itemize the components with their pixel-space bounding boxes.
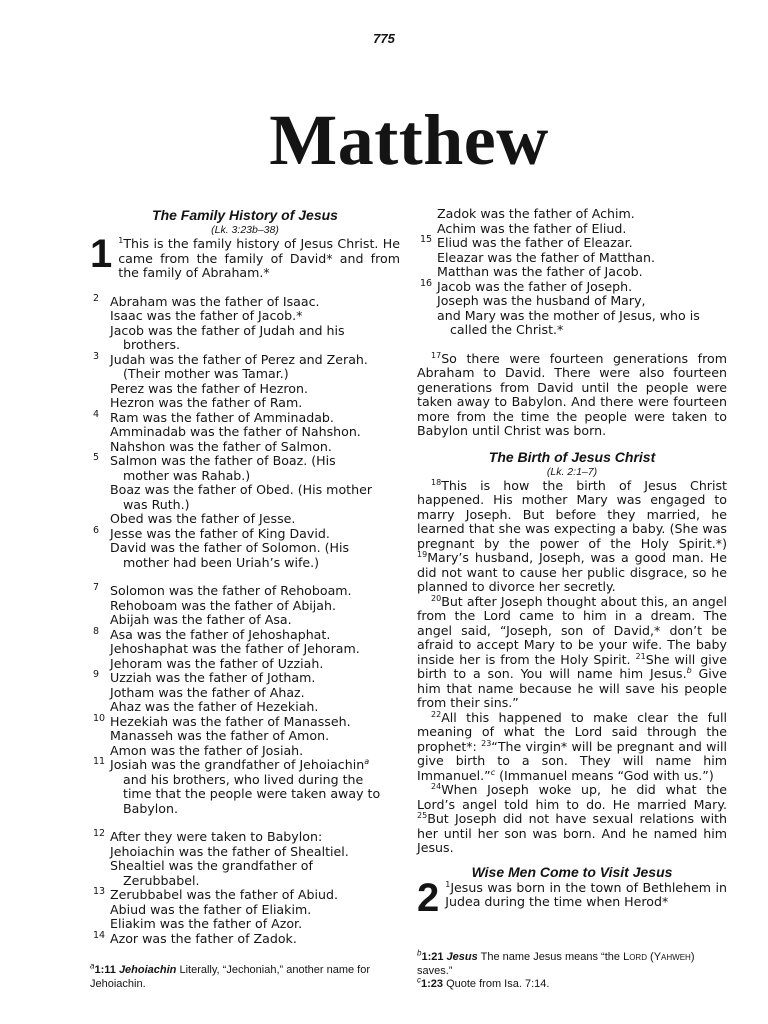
line-text: Abiud was the father of Eliakim. <box>110 901 312 917</box>
genealogy-line <box>110 338 400 353</box>
genealogy-line <box>437 265 727 280</box>
verse-number: 2 <box>93 292 100 304</box>
footnote-letter: c <box>417 975 421 985</box>
verse-number: 25 <box>417 810 428 820</box>
line-text: Zerubbabel was the father of Abiud. <box>110 887 338 902</box>
verse-number: 13 <box>93 886 106 897</box>
genealogy-line <box>110 671 400 686</box>
verse-text: This is how the birth of Jesus Christ happened. His mother Mary was engaged to marry Joseph. But before they married, he learned that she was expecting a baby. (She was pregnant by the power of the Holy Spirit.*) <box>417 477 727 551</box>
verse-number: 6 <box>93 524 100 536</box>
verse-18-paragraph <box>417 479 727 595</box>
genealogy-line <box>110 295 400 310</box>
genealogy-verse <box>90 524 400 571</box>
verse-text: Give him that name because he will save his people from their sins.” <box>417 666 728 710</box>
genealogy-line <box>110 744 400 759</box>
footnote-b <box>417 948 727 978</box>
line-text: Rehoboam was the father of Abijah. <box>110 597 337 613</box>
genealogy-line <box>110 396 400 411</box>
cross-reference: (Lk. 2:1–7) <box>546 465 598 478</box>
line-text: Matthan was the father of Jacob. <box>437 264 643 279</box>
genealogy-line <box>110 830 400 845</box>
genealogy-verse <box>417 277 727 338</box>
footnote-text: ( <box>646 951 654 963</box>
genealogy-line <box>110 773 400 788</box>
genealogy-line <box>110 802 400 817</box>
genealogy-line <box>110 917 400 932</box>
genealogy-verse <box>90 625 400 672</box>
genealogy-line <box>110 309 400 324</box>
footnote-text: Lord <box>623 951 647 963</box>
line-text: Obed was the father of Jesse. <box>110 511 296 526</box>
footnote-text: Quote from Isa. 7:14. <box>443 978 550 990</box>
genealogy-line <box>110 628 400 643</box>
line-text: David was the father of Solomon. (His <box>110 540 350 555</box>
verse-number: 1 <box>445 879 451 889</box>
book-title: Matthew <box>269 100 549 180</box>
line-text: Eliud was the father of Eleazar. <box>437 235 633 250</box>
line-text: Amminadab was the father of Nahshon. <box>110 424 361 439</box>
genealogy-line <box>110 729 400 744</box>
verse-number: 24 <box>431 781 442 791</box>
line-text: Solomon was the father of Rehoboam. <box>110 583 352 598</box>
footnote-ref: 1:23 <box>421 978 444 990</box>
line-text: and his brothers, who lived during the <box>123 771 364 787</box>
verse-number: 18 <box>431 477 442 487</box>
verse-number: 21 <box>635 651 646 661</box>
verse-number: 1 <box>118 235 124 245</box>
verse-number: 11 <box>93 756 106 767</box>
genealogy-verse <box>90 350 400 411</box>
verse-number: 22 <box>431 709 442 719</box>
line-text: Jehoiachin was the father of Shealtiel. <box>110 843 349 859</box>
genealogy-verse <box>90 758 400 816</box>
footnote-text: ) saves.” <box>417 951 695 977</box>
right-column <box>417 206 728 920</box>
verse-number: 19 <box>417 549 428 559</box>
genealogy-verse <box>417 236 727 280</box>
footnote-term: Jesus <box>446 951 478 963</box>
genealogy-line <box>110 599 400 614</box>
line-text: Salmon was the father of Boaz. (His <box>110 453 336 468</box>
line-text: Asa was the father of Jehoshaphat. <box>110 626 331 642</box>
line-text: Josiah was the grandfather of Jehoiachin <box>110 757 365 772</box>
genealogy-line <box>110 440 400 455</box>
verse-text: “The virgin* will be pregnant and will give birth to a son. They will name him Immanuel.” <box>417 738 727 783</box>
line-text: Amon was the father of Josiah. <box>110 742 304 758</box>
genealogy-line <box>110 888 400 903</box>
line-text: Jotham was the father of Ahaz. <box>110 684 305 700</box>
verse-number: 23 <box>481 738 492 748</box>
genealogy-verse <box>90 408 400 455</box>
line-text: mother was Rahab.) <box>123 467 251 483</box>
verse-number: 17 <box>431 350 442 360</box>
footnote-ref: 1:11 <box>94 964 116 976</box>
genealogy-line <box>110 483 400 498</box>
genealogy-line <box>437 323 727 338</box>
line-text: and Mary was the mother of Jesus, who is <box>437 307 700 323</box>
page-number: 775 <box>373 31 395 46</box>
genealogy-line <box>110 859 400 874</box>
verse-number: 16 <box>420 277 433 289</box>
genealogy-line <box>110 382 400 397</box>
verse-1-paragraph <box>90 232 400 281</box>
verse-number: 14 <box>93 929 106 941</box>
section-heading-wise-men: Wise Men Come to Visit Jesus <box>471 863 673 880</box>
genealogy-verse <box>90 292 400 353</box>
genealogy-line <box>110 686 400 701</box>
line-text: Jacob was the father of Judah and his <box>110 322 345 338</box>
footnote-letter: b <box>417 948 422 958</box>
genealogy-line <box>110 527 400 542</box>
line-text: Nahshon was the father of Salmon. <box>110 438 332 454</box>
genealogy-verse <box>90 584 400 628</box>
verse-number: 9 <box>93 669 100 680</box>
genealogy-line <box>110 353 400 368</box>
genealogy-line <box>110 642 400 657</box>
genealogy-line <box>110 758 400 773</box>
genealogy-verse <box>90 929 400 947</box>
genealogy-line <box>110 541 400 556</box>
footnote-letter: a <box>90 961 95 971</box>
genealogy-line <box>110 613 400 628</box>
verse-text: This is the family history of Jesus Christ. He came from the family of David* and from the family of Abraham.* <box>118 236 400 280</box>
genealogy-list-right <box>417 207 727 338</box>
line-text: Judah was the father of Perez and Zerah. <box>110 351 368 367</box>
genealogy-line <box>110 700 400 715</box>
line-text: Boaz was the father of Obed. (His mother <box>110 482 372 497</box>
section-heading-family-history: The Family History of Jesus <box>152 207 338 223</box>
footnotes-right <box>417 948 727 992</box>
line-text: Hezekiah was the father of Manasseh. <box>110 713 351 729</box>
left-column <box>90 207 400 946</box>
verse-number: 15 <box>420 234 433 245</box>
genealogy-line <box>437 309 727 324</box>
verse-number: 7 <box>93 582 100 593</box>
genealogy-verse <box>90 671 400 715</box>
verse-text: Mary’s husband, Joseph, was a good man. He did not want to cause her public disgrace, so he planned to divorce her secretly. <box>417 550 727 594</box>
line-text: Babylon. <box>123 800 178 816</box>
chapter-number: 1 <box>90 232 113 276</box>
chapter-number: 2 <box>417 875 440 920</box>
verse-text: Jesus was born in the town of Bethlehem in Judea during the time when Herod* <box>445 879 727 909</box>
footnote-text: Literally, “Jechoniah,” another name for Jehoiachin. <box>90 964 371 990</box>
genealogy-line <box>110 845 400 860</box>
verse-text: When Joseph woke up, he did what the Lord’s angel told him to do. He married Mary. <box>417 782 727 812</box>
line-text: Zadok was the father of Achim. <box>437 206 635 221</box>
genealogy-line <box>437 236 727 251</box>
chapter-2-verse-1-paragraph <box>417 875 727 920</box>
genealogy-verse <box>90 888 400 932</box>
line-text: mother had been Uriah’s wife.) <box>123 554 320 570</box>
line-text: time that the people were taken away to <box>123 786 381 801</box>
line-text: (Their mother was Tamar.) <box>123 366 289 381</box>
line-text: Perez was the father of Hezron. <box>110 380 308 396</box>
genealogy-line <box>437 280 727 295</box>
verse-text: But Joseph did not have sexual relations with her until her son was born. And he named him Jesus. <box>417 811 727 855</box>
line-text: After they were taken to Babylon: <box>110 829 323 844</box>
verse-text: She will give birth to a son. You will name him Jesus. <box>417 651 727 681</box>
line-text: Shealtiel was the grandfather of <box>110 858 313 873</box>
genealogy-line <box>110 512 400 527</box>
line-text: Azor was the father of Zadok. <box>110 930 297 946</box>
line-text: Manasseh was the father of Amon. <box>110 728 330 743</box>
genealogy-line <box>110 932 400 947</box>
footnote-c <box>417 975 727 992</box>
line-text: Hezron was the father of Ram. <box>110 395 303 410</box>
genealogy-line <box>437 294 727 309</box>
verse-number: 12 <box>93 828 106 839</box>
genealogy-line <box>110 469 400 484</box>
verse-24-paragraph <box>417 783 727 856</box>
verse-20-paragraph <box>417 595 727 711</box>
verse-text: All this happened to make clear the full meaning of what the Lord said through the prophet*: <box>417 709 727 754</box>
line-text: Ram was the father of Amminadab. <box>110 409 334 425</box>
genealogy-line <box>110 556 400 571</box>
genealogy-line <box>110 874 400 889</box>
genealogy-line <box>110 411 400 426</box>
genealogy-line <box>437 222 727 237</box>
genealogy-line <box>437 207 727 222</box>
line-text: Abijah was the father of Asa. <box>110 612 292 627</box>
genealogy-line <box>110 425 400 440</box>
genealogy-line <box>110 324 400 339</box>
footnote-a <box>90 961 400 991</box>
line-text: Eleazar was the father of Matthan. <box>437 249 655 265</box>
genealogy-line <box>110 657 400 672</box>
verse-17-paragraph <box>417 352 727 439</box>
genealogy-line <box>110 498 400 513</box>
line-text: Eliakim was the father of Azor. <box>110 916 303 931</box>
verse-number: 20 <box>431 593 442 603</box>
verse-number: 10 <box>93 712 106 724</box>
genealogy-line <box>110 454 400 469</box>
genealogy-line <box>110 715 400 730</box>
verse-text: So there were fourteen generations from Abraham to David. There were also fourteen generations from David until the people were taken away to Babylon. And there were fourteen more from the time the people were taken to Babylon until Christ was born. <box>417 350 727 438</box>
genealogy-verse <box>90 454 400 527</box>
line-text: Joseph was the husband of Mary, <box>437 293 646 308</box>
footnote-term: Jehoiachin <box>118 964 177 976</box>
verse-number: 5 <box>93 452 100 463</box>
line-text: was Ruth.) <box>123 496 190 512</box>
genealogy-line <box>437 251 727 266</box>
footnote-ref: 1:21 <box>421 951 444 963</box>
line-text: Abraham was the father of Isaac. <box>110 293 320 309</box>
verse-number: 4 <box>93 408 100 420</box>
genealogy-line <box>110 903 400 918</box>
genealogy-line <box>110 787 400 802</box>
genealogy-verse <box>90 712 400 759</box>
genealogy-verse <box>417 207 727 236</box>
line-text: Jesse was the father of King David. <box>110 525 330 541</box>
line-text: Jehoshaphat was the father of Jehoram. <box>110 641 360 656</box>
verse-number: 3 <box>93 350 100 362</box>
line-text: Achim was the father of Eliud. <box>437 220 627 236</box>
verse-text: (Immanuel means “God with us.”) <box>495 767 714 783</box>
footnote-marker[interactable]: b <box>686 665 692 675</box>
line-text: brothers. <box>123 337 181 352</box>
line-text: called the Christ.* <box>450 322 564 337</box>
verse-number: 8 <box>93 625 100 637</box>
genealogy-verse <box>90 830 400 888</box>
genealogy-line <box>110 584 400 599</box>
line-text: Jacob was the father of Joseph. <box>437 278 633 294</box>
verse-text: But after Joseph thought about this, an angel from the Lord came to him in a dream. The angel said, “Joseph, son of David,* don’t be afraid to accept Mary to be your wife. The baby inside her is from the Holy Spirit. <box>417 593 727 667</box>
cross-reference: (Lk. 3:23b–38) <box>211 224 279 236</box>
line-text: Isaac was the father of Jacob.* <box>110 308 303 323</box>
footnote-marker[interactable]: c <box>490 767 496 777</box>
line-text: Ahaz was the father of Hezekiah. <box>110 699 319 714</box>
line-text: Uzziah was the father of Jotham. <box>110 670 316 685</box>
footnote-text: The name Jesus means “the <box>477 951 624 963</box>
verse-22-paragraph <box>417 711 727 784</box>
line-text: Zerubbabel. <box>123 872 200 888</box>
genealogy-line <box>110 367 400 382</box>
genealogy-list-left <box>90 292 400 947</box>
section-heading-birth: The Birth of Jesus Christ <box>488 448 656 465</box>
footnote-marker[interactable]: a <box>364 756 370 766</box>
footnote-text: Yahweh <box>653 951 691 963</box>
line-text: Jehoram was the father of Uzziah. <box>110 655 324 671</box>
